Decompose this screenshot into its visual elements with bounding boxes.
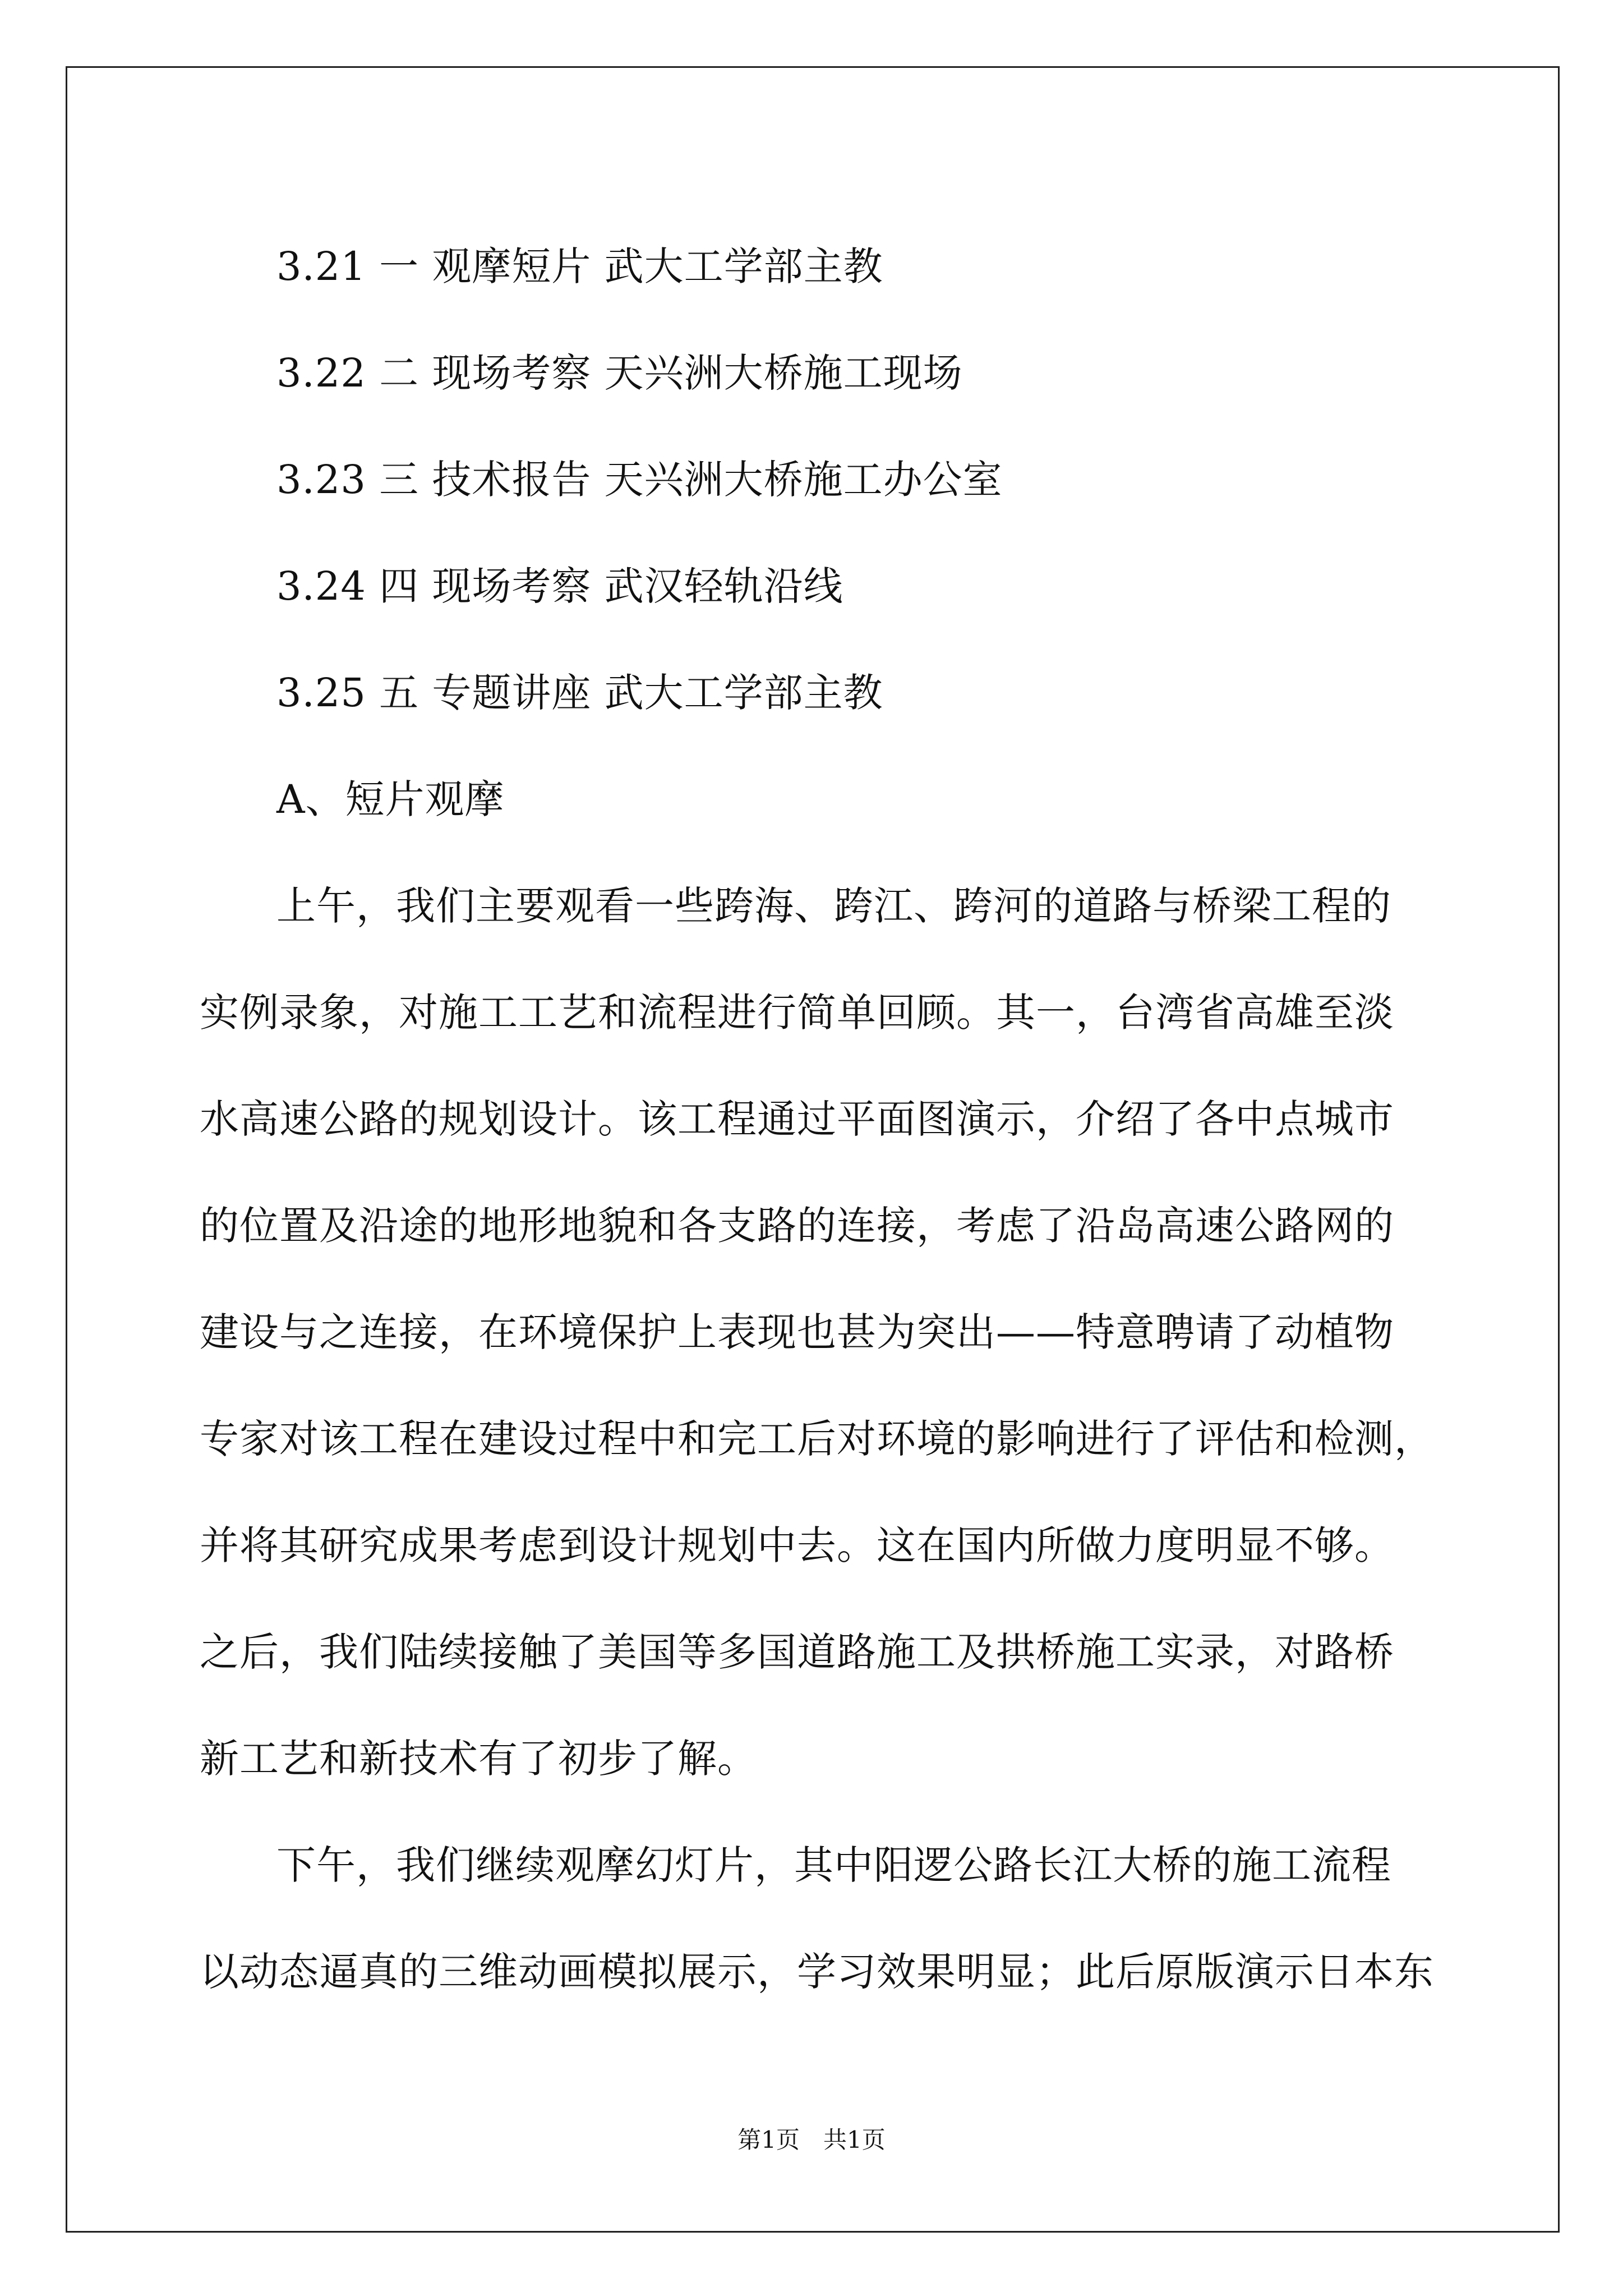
- paragraph-line: 上午，我们主要观看一些跨海、跨江、跨河的道路与桥梁工程的: [276, 883, 1391, 929]
- paragraph-line: 专家对该工程在建设过程中和完工后对环境的影响进行了评估和检测，: [200, 1416, 1434, 1462]
- paragraph-line: 的位置及沿途的地形地貌和各支路的连接，考虑了沿岛高速公路网的: [200, 1203, 1394, 1249]
- paragraph-line: 以动态逼真的三维动画模拟展示，学习效果明显；此后原版演示日本东: [200, 1949, 1434, 1995]
- paragraph-afternoon: [200, 1812, 1434, 2025]
- schedule-line: 3.25 五 专题讲座 武大工学部主教: [276, 670, 883, 716]
- schedule-line: 3.23 三 技术报告 天兴洲大桥施工办公室: [276, 457, 1003, 503]
- paragraph-morning: [200, 853, 1434, 1812]
- schedule-line: 3.21 一 观摩短片 武大工学部主教: [276, 243, 883, 289]
- paragraph-line: 水高速公路的规划设计。该工程通过平面图演示，介绍了各中点城市: [200, 1096, 1394, 1142]
- paragraph-line: 建设与之连接，在环境保护上表现也甚为突出——特意聘请了动植物: [200, 1309, 1394, 1355]
- paragraph-line: 实例录象，对施工工艺和流程进行简单回顾。其一，台湾省高雄至淡: [200, 990, 1394, 1036]
- section-heading: A、短片观摩: [276, 776, 505, 822]
- schedule-line: 3.22 二 现场考察 天兴洲大桥施工现场: [276, 350, 963, 396]
- paragraph-line: 之后，我们陆续接触了美国等多国道路施工及拱桥施工实录，对路桥: [200, 1629, 1394, 1675]
- page-number-footer: 第1页 共1页: [737, 2126, 886, 2154]
- schedule-line: 3.24 四 现场考察 武汉轻轨沿线: [276, 563, 843, 609]
- document-body: [200, 213, 1434, 2025]
- paragraph-line: 并将其研究成果考虑到设计规划中去。这在国内所做力度明显不够。: [200, 1522, 1394, 1568]
- paragraph-line: 下午，我们继续观摩幻灯片，其中阳逻公路长江大桥的施工流程: [276, 1842, 1391, 1888]
- paragraph-line: 新工艺和新技术有了初步了解。: [200, 1736, 757, 1782]
